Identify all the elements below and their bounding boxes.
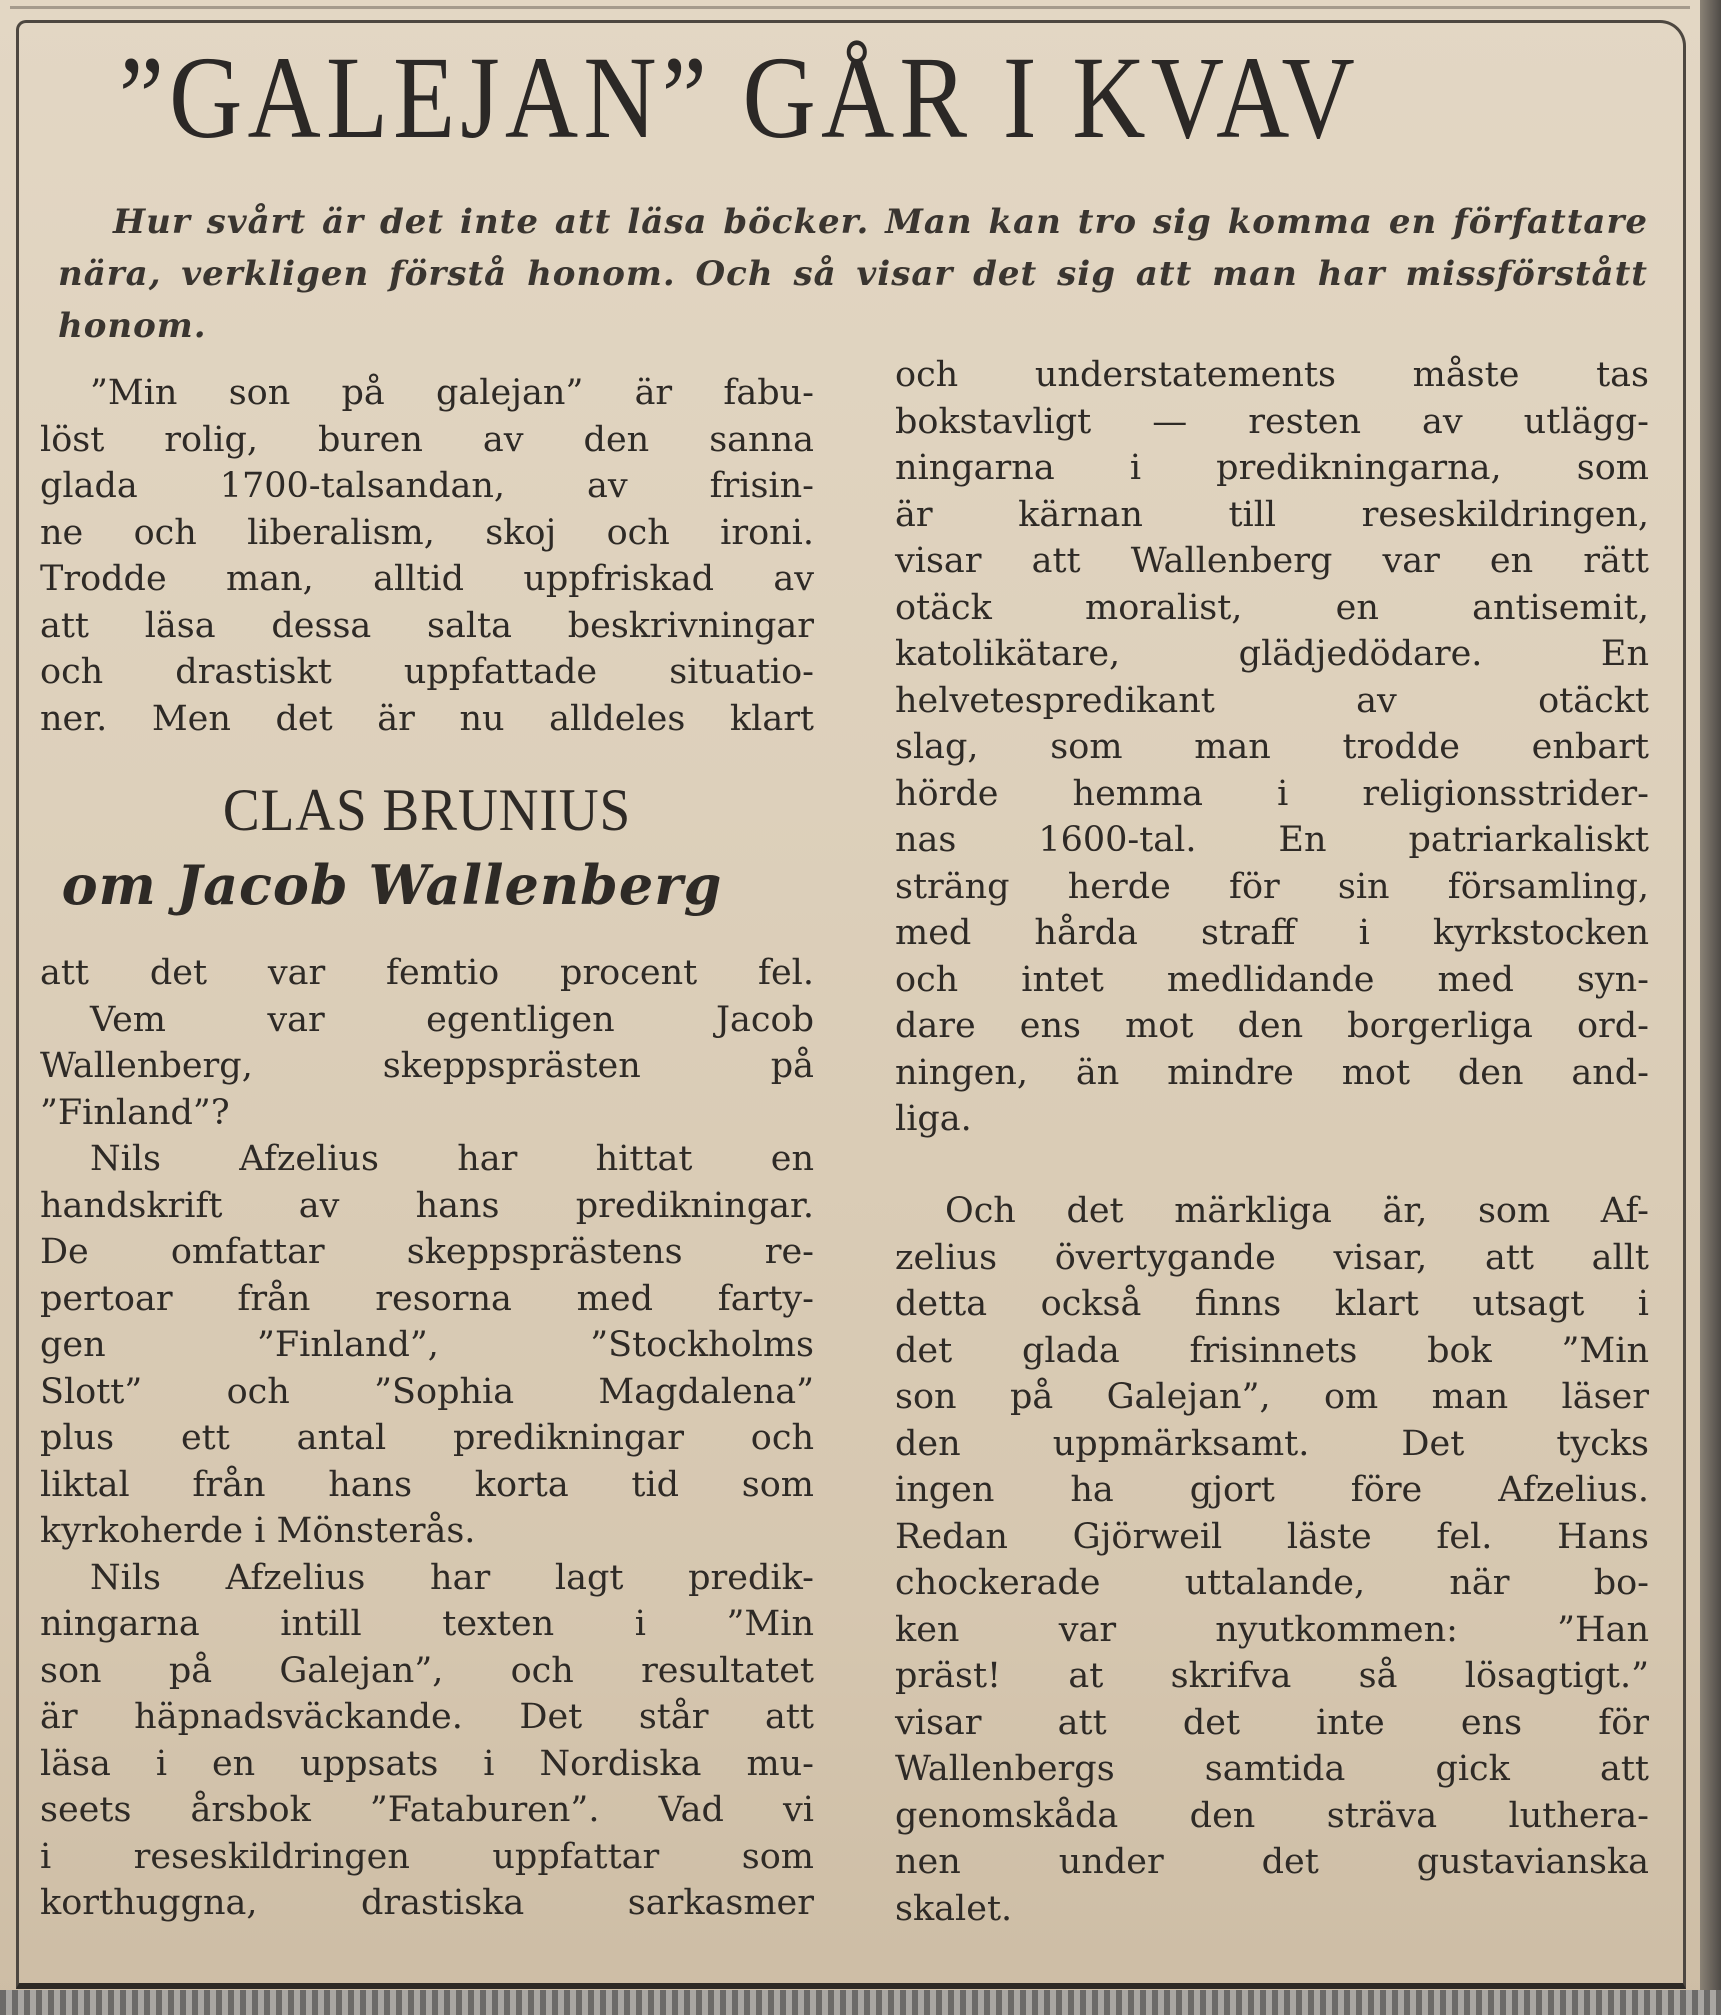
text-line: sträng herde för sin församling, [895, 866, 1649, 907]
text-line: nen under det gustavianska [895, 1842, 1649, 1882]
text-line: zelius övertygande visar, att allt [895, 1237, 1649, 1278]
text-line: Slott” och ”Sophia Magdalena” [40, 1371, 814, 1412]
text-line: bokstavligt — resten av utlägg- [895, 401, 1649, 442]
text-line: och drastiskt uppfattade situatio- [40, 652, 814, 692]
text-line: otäck moralist, en antisemit, [895, 587, 1649, 628]
text-line: helvetespredikant av otäckt [895, 680, 1649, 721]
text-line: den uppmärksamt. Det tycks [895, 1423, 1649, 1464]
text-line: genomskåda den sträva luthera- [895, 1795, 1649, 1836]
text-line: att det var femtio procent fel. [40, 953, 814, 993]
text-line: katolikätare, glädjedödare. En [895, 634, 1649, 674]
right-column-bottom [895, 1188, 1649, 1932]
text-line: De omfattar skeppsprästens re- [40, 1232, 814, 1272]
text-line: Wallenberg, skeppsprästen på [40, 1046, 814, 1086]
right-column-top [895, 352, 1649, 1143]
text-line: är kärnan till reseskildringen, [895, 494, 1649, 535]
text-line: skalet. [895, 1888, 1013, 1929]
text-line: ner. Men det är nu alldeles klart [40, 698, 814, 739]
text-line: glada 1700-talsandan, av frisin- [40, 466, 814, 506]
text-line: Vem var egentligen Jacob [90, 999, 814, 1040]
text-line: ”Min son på galejan” är fabu- [90, 373, 814, 413]
headline: ”GALEJAN” GÅR I KVAV [118, 32, 1360, 163]
text-line: seets årsbok ”Fataburen”. Vad vi [40, 1790, 814, 1830]
text-line: Och det märkliga är, som Af- [945, 1191, 1649, 1231]
text-line: son på Galejan”, och resultatet [40, 1650, 814, 1691]
text-line: gen ”Finland”, ”Stockholms [40, 1325, 814, 1365]
text-line: visar att det inte ens för [895, 1702, 1649, 1743]
text-line: ningen, än mindre mot den and- [895, 1052, 1649, 1093]
text-line: Nils Afzelius har hittat en [90, 1139, 814, 1179]
text-line: visar att Wallenberg var en rätt [895, 541, 1649, 581]
text-line: löst rolig, buren av den sanna [40, 419, 814, 460]
text-line: korthuggna, drastiska sarkasmer [40, 1883, 814, 1923]
text-line: chockerade uttalande, när bo- [895, 1563, 1649, 1603]
author-name: CLAS BRUNIUS [222, 777, 632, 843]
text-line: ningarna i predikningarna, som [895, 448, 1649, 488]
text-line: ne och liberalism, skoj och ironi. [40, 512, 814, 553]
background-edge [1700, 0, 1721, 2015]
text-line: dare ens mot den borgerliga ord- [895, 1006, 1649, 1046]
text-line: läsa i en uppsats i Nordiska mu- [40, 1743, 814, 1784]
byline-subject: om Jacob Wallenberg [61, 853, 723, 917]
left-column-bottom [40, 950, 814, 1927]
text-line: handskrift av hans predikningar. [40, 1185, 814, 1226]
text-line: liga. [895, 1099, 972, 1139]
text-line: ingen ha gjort före Afzelius. [895, 1470, 1649, 1510]
lede-paragraph: Hur svårt är det inte att läsa böcker. Man kan tro sig komma en författare nära, verkligen förstå honom. Och så visar det sig att man har missförstått honom. [58, 202, 1648, 346]
text-line: slag, som man trodde enbart [895, 727, 1649, 767]
text-line: nas 1600-tal. En patriarkaliskt [895, 820, 1649, 860]
top-rule [10, 6, 1690, 9]
text-line: är häpnadsväckande. Det står att [40, 1697, 814, 1737]
text-line: hörde hemma i religionsstrider- [895, 773, 1649, 814]
text-line: liktal från hans korta tid som [40, 1464, 814, 1505]
byline [40, 775, 814, 925]
text-line: son på Galejan”, om man läser [895, 1377, 1649, 1417]
text-line: Wallenbergs samtida gick att [895, 1749, 1649, 1789]
text-line: pertoar från resorna med farty- [40, 1278, 814, 1319]
text-line: och understatements måste tas [895, 355, 1649, 395]
text-line: och intet medlidande med syn- [895, 959, 1649, 1000]
text-line: att läsa dessa salta beskrivningar [40, 605, 814, 646]
text-line: ”Finland”? [40, 1092, 230, 1133]
text-line: det glada frisinnets bok ”Min [895, 1330, 1649, 1371]
text-line: detta också finns klart utsagt i [895, 1284, 1649, 1324]
text-line: i reseskildringen uppfattar som [40, 1836, 814, 1877]
text-line: ken var nyutkommen: ”Han [895, 1609, 1649, 1650]
text-line: präst! at skrifva så lösagtigt.” [895, 1656, 1649, 1696]
left-column-top [40, 370, 814, 742]
text-line: med hårda straff i kyrkstocken [895, 913, 1649, 953]
text-line: kyrkoherde i Mönsterås. [40, 1511, 476, 1551]
background-edge-bottom [0, 1990, 1721, 2015]
text-line: plus ett antal predikningar och [40, 1418, 814, 1458]
text-line: Redan Gjörweil läste fel. Hans [895, 1516, 1649, 1557]
text-line: ningarna intill texten i ”Min [40, 1604, 814, 1644]
text-line: Nils Afzelius har lagt predik- [90, 1557, 814, 1598]
text-line: Trodde man, alltid uppfriskad av [40, 559, 814, 599]
